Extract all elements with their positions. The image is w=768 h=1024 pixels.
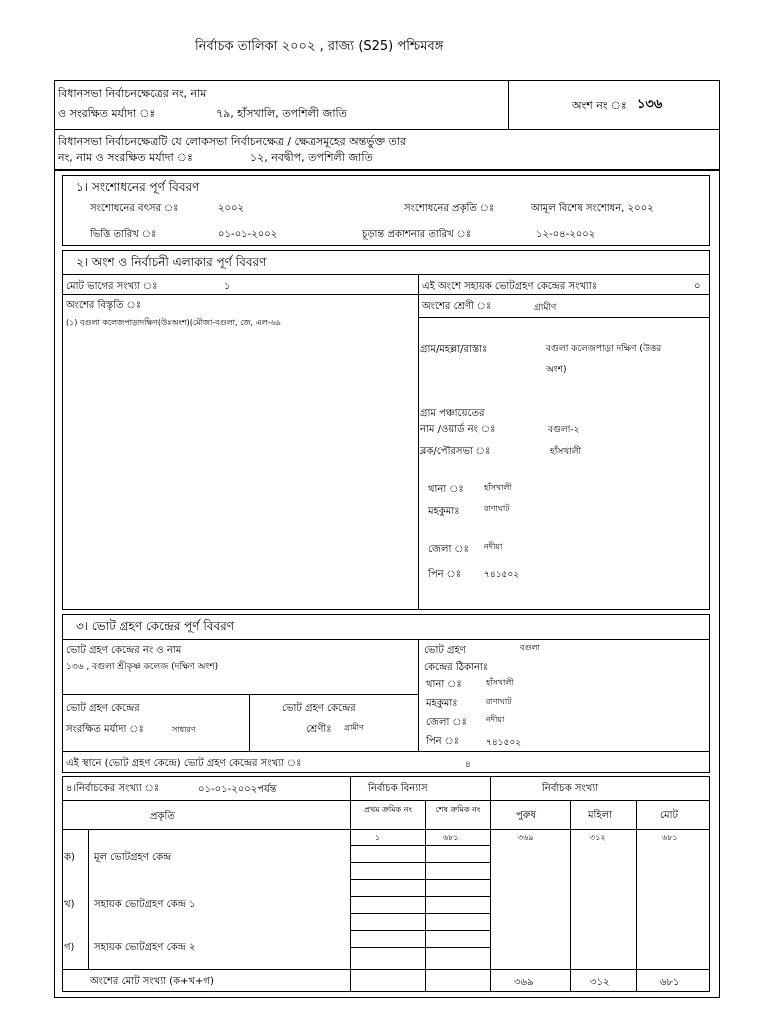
sections-label: মোট ভাগের সংখ্যা ঃ xyxy=(66,281,158,292)
divider xyxy=(88,829,89,969)
subdivision-value: রাণাঘাট xyxy=(484,504,510,513)
row-mark: গ) xyxy=(64,942,75,953)
qualifying-date-value: ০১-০১-২০০২ xyxy=(218,229,278,240)
extent-label: অংশের বিস্তৃতি ঃ xyxy=(66,300,142,311)
ps-pin-value: ৭৪১৫০২ xyxy=(486,738,522,748)
ac-value: ৭৯, হাঁসখালি, তপশিলী জাতি xyxy=(216,107,347,120)
pin-value: ৭৪১৫০২ xyxy=(484,570,520,580)
district-value: নদীয়া xyxy=(484,542,503,551)
total-male: ৩৬৯ xyxy=(514,977,534,988)
divider xyxy=(636,800,637,992)
ps-category-label-1: ভোট গ্রহণ কেন্দ্রের xyxy=(282,703,356,714)
divider xyxy=(350,776,351,992)
ps-thana-label: থানা ঃ xyxy=(426,679,462,690)
section2-box xyxy=(62,250,710,610)
divider xyxy=(62,751,710,752)
category-label: অংশের শ্রেণী ঃ xyxy=(422,301,492,312)
col-female: মহিলা xyxy=(588,810,613,821)
row-mark: খ) xyxy=(64,899,75,910)
col-male: পুরুষ xyxy=(516,810,536,821)
page-title: নির্বাচক তালিকা ২০০২ , রাজ্য (S25) পশ্চিমবঙ্গ xyxy=(195,39,444,54)
divider xyxy=(62,694,418,695)
ps-district-label: জেলা ঃ xyxy=(426,717,467,728)
divider xyxy=(350,930,490,931)
village-value-1: বগুলা কলেজপাড়া দক্ষিণ (উত্তর xyxy=(546,344,662,354)
divider xyxy=(418,317,710,318)
electors-date-value: ০১-০১-২০০২পর্যন্ত xyxy=(198,784,277,795)
divider xyxy=(570,800,571,992)
part-value: ১৩৬ xyxy=(637,97,663,112)
total-label: অংশের মোট সংখ্যা (ক+খ+গ) xyxy=(90,976,214,987)
row-last-serial: ৬৮১ xyxy=(443,833,459,842)
divider xyxy=(62,829,710,830)
pc-label-2: নং, নাম ও সংরক্ষিত মর্যাদা ঃ xyxy=(58,151,193,164)
ps-count-value: ৪ xyxy=(465,760,471,770)
ps-subdivision-value: রাণাঘাট xyxy=(486,697,512,706)
district-label: জেলা ঃ xyxy=(428,544,469,555)
address-label-1: ভোট গ্রহণ xyxy=(424,645,466,656)
col-total: মোট xyxy=(660,810,678,821)
village-value-2: অংশ) xyxy=(546,365,567,375)
subdivision-label: মহকুমাঃ xyxy=(428,506,460,517)
divider xyxy=(62,800,710,801)
pin-label: পিন ঃ xyxy=(428,569,462,580)
divider xyxy=(418,639,419,751)
divider xyxy=(490,776,491,992)
ps-category-label-2: শ্রেণীঃ xyxy=(306,724,332,735)
gp-label-2: নাম /ওয়ার্ড নং ঃ xyxy=(420,424,496,435)
reservation-value: সাধারণ xyxy=(172,725,196,734)
address-label-2: কেন্দ্রের ঠিকানাঃ xyxy=(424,662,489,673)
address-value: বগুলা xyxy=(520,643,540,652)
divider xyxy=(350,862,490,863)
divider xyxy=(62,969,710,970)
divider xyxy=(54,129,720,130)
col-nature: প্রকৃতি xyxy=(150,811,175,822)
village-label: গ্রাম/মহল্লা/রাস্তাঃ xyxy=(420,344,488,355)
divider xyxy=(350,913,490,914)
qualifying-date-label: ভিত্তি তারিখ ঃ xyxy=(90,229,157,240)
divider xyxy=(350,947,490,948)
ac-label-1: বিধানসভা নির্বাচনক্ষেত্রের নং, নাম xyxy=(58,87,207,100)
divider xyxy=(350,896,490,897)
revision-nature-label: সংশোধনের প্রকৃতি ঃ xyxy=(404,203,495,214)
final-publication-value: ১২-০৪-২০০২ xyxy=(536,229,596,240)
row-total: ৬৮১ xyxy=(662,833,678,842)
thana-label: থানা ঃ xyxy=(428,484,464,495)
electors-count-label: ৪।নির্বাচকের সংখ্যা ঃ xyxy=(66,783,160,794)
arrangement-header: নির্বাচক বিন্যাস xyxy=(368,783,428,794)
ps-thana-value: হাঁসখালী xyxy=(486,678,514,687)
reservation-label-2: সংরক্ষিত মর্যাদা ঃ xyxy=(66,724,144,735)
ps-value: ১৩৬ , বগুলা শ্রীকৃষ্ণ কলেজ (দক্ষিণ অংশ) xyxy=(66,662,219,672)
revision-nature-value: আমূল বিশেষ সংশোধন, ২০০২ xyxy=(531,203,654,214)
ps-count-label: এই স্থানে (ভোট গ্রহণ কেন্দ্রে) ভোট গ্রহণ কেন্দ্রের সংখ্যা ঃ xyxy=(66,758,302,769)
extent-value: (১) বগুলা কলেজপাড়াদক্ষিণ(উঃঅংশ)(মৌজা-বগুলা, জে, এল-৬৯ xyxy=(66,318,281,327)
aux-stations-label: এই অংশে সহায়ক ভোটগ্রহণ কেন্দ্রের সংখ্যাঃ xyxy=(422,281,598,292)
divider xyxy=(249,694,250,751)
final-publication-label: চূড়ান্ত প্রকাশনার তারিখ ঃ xyxy=(362,229,472,240)
gp-label-1: গ্রাম পঞ্চায়েতের xyxy=(420,408,485,419)
row-female: ৩১২ xyxy=(590,833,606,842)
ps-district-value: নদীয়া xyxy=(486,715,505,724)
row-male: ৩৬৯ xyxy=(518,833,534,842)
divider xyxy=(508,80,509,130)
row-first-serial: ১ xyxy=(375,833,381,842)
ps-category-value: গ্রামীণ xyxy=(344,723,364,732)
col-first-serial: প্রথম ক্রমিক নং xyxy=(364,805,412,814)
row-mark: ক) xyxy=(64,852,75,863)
ps-subdivision-label: মহকুমাঃ xyxy=(426,698,458,709)
divider xyxy=(62,274,710,275)
row-name: মূল ভোটগ্রহণ কেন্দ্র xyxy=(94,852,172,863)
gp-value: বগুলা-২ xyxy=(548,425,580,435)
divider xyxy=(418,274,419,610)
divider xyxy=(62,294,710,295)
total-total: ৬৮১ xyxy=(660,977,680,988)
divider xyxy=(62,639,710,640)
ac-label-2: ও সংরক্ষিত মর্যাদা ঃ xyxy=(58,107,156,120)
row-name: সহায়ক ভোটগ্রহণ কেন্দ্র ১ xyxy=(94,899,196,910)
reservation-label-1: ভোট গ্রহণ কেন্দ্রের xyxy=(66,703,140,714)
revision-year-value: ২০০২ xyxy=(218,203,245,214)
divider xyxy=(350,845,490,846)
ps-pin-label: পিন ঃ xyxy=(426,736,460,747)
section3-heading: ৩। ভোট গ্রহণ কেন্দ্রের পূর্ণ বিবরণ xyxy=(76,619,234,633)
row-name: সহায়ক ভোটগ্রহণ কেন্দ্র ২ xyxy=(94,942,196,953)
section2-heading: ২। অংশ ও নির্বাচনী এলাকার পূর্ণ বিবরণ xyxy=(76,255,267,269)
sections-value: ১ xyxy=(224,281,231,292)
total-female: ৩১২ xyxy=(590,977,610,988)
col-last-serial: শেষ ক্রমিক নং xyxy=(435,805,481,814)
electors-header: নির্বাচক সংখ্যা xyxy=(542,783,599,794)
part-label: অংশ নং ঃ xyxy=(572,99,627,112)
revision-year-label: সংশোধনের বৎসর ঃ xyxy=(90,203,179,214)
thana-value: হাঁসখালী xyxy=(484,483,512,492)
block-value: হাঁসখালী xyxy=(550,447,582,457)
pc-value: ১২, নবদ্বীপ, তপশিলী জাতি xyxy=(250,151,373,164)
ps-label: ভোট গ্রহণ কেন্দ্রের নং ও নাম xyxy=(66,645,182,656)
section1-heading: ১। সংশোধনের পূর্ণ বিবরণ xyxy=(76,180,200,194)
category-value: গ্রামীণ xyxy=(534,303,557,313)
divider xyxy=(350,879,490,880)
pc-label-1: বিধানসভা নির্বাচনক্ষেত্রটি যে লোকসভা নির্বাচনক্ষেত্র / ক্ষেত্রসমূহের অন্তর্ভুক্ত তার xyxy=(58,135,407,148)
block-label: ব্লক/পৌরসভা ঃ xyxy=(420,446,491,457)
aux-stations-value: ০ xyxy=(694,281,701,292)
